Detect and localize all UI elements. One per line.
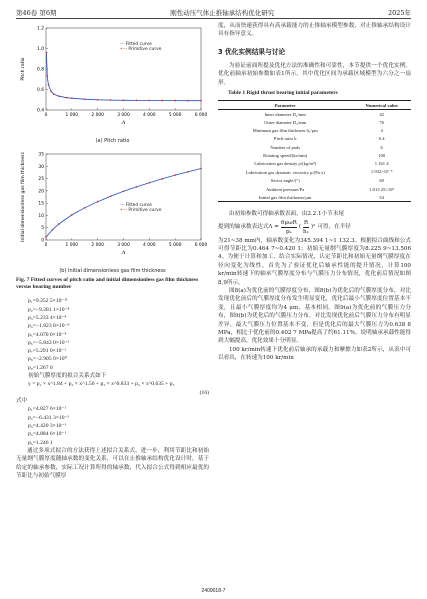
y-tick-label: 20: [38, 189, 44, 195]
header-journal-title: 刚性动压气体止推轴承结构优化研究: [170, 8, 275, 17]
paragraph-2-body: 为21~38 mm内，轴承数变化为345.394 1~1 132.3。根据拟合曲线和公式可得节距比为0.464 7~0.420 1；初始无量纲气膜厚度为8.225 9~13.506 4。为便于计算和加工，结合实际情况，认定节距比和初始无量纲气膜厚度在径向变化为线性，首先为了验证优化后轴承性能的提升情况，计算100 kr/min转速下的轴承气膜厚度分布与气膜压力分布情况，优化前后情况如图8,9所示。: [218, 237, 411, 286]
legend-fitted-b: Fitted curve: [125, 203, 152, 208]
table-cell: 100: [378, 152, 386, 158]
data-point-primitive: [66, 97, 68, 99]
plot-frame: [46, 154, 201, 240]
data-point-primitive: [50, 90, 52, 92]
data-point-primitive: [84, 98, 86, 100]
data-point-primitive: [52, 229, 54, 231]
bearing-number-formula: 提到的轴承数表达式Λ = $\frac{\text{6μωR}}{\text{pₐ}}$ ( $\frac{R}{\text{h₁}}$ )² 可得，在半径: [218, 219, 351, 236]
table-cell: Initial gas film thickness/μm: [218, 193, 352, 202]
x-tick-label: 0: [44, 243, 48, 248]
table-row: [218, 143, 411, 151]
data-point-primitive: [84, 207, 86, 209]
y-tick-label: 0.4: [37, 108, 44, 114]
formula-fraction-1: [281, 219, 297, 237]
table-cell: 1.161 4: [374, 160, 389, 166]
table-cell: Ambient pressure/Pa: [265, 186, 305, 192]
header-year: 2025年: [387, 8, 411, 17]
x-tick-label: 6 000: [194, 113, 208, 118]
data-point-primitive: [123, 99, 125, 101]
table-cell: 6: [380, 144, 383, 150]
left-paragraph: 通过多项式拟合的方法获得上述拟合关系式，进一步，利用节距比和初始无量纲气膜厚度随轴承数的变化关系，可以在止推轴承结构优化设计时，基于给定的轴承参数，实际工况计算所得的轴承数，代入拟合公式得到相应最优的节距比与初始气膜厚: [16, 447, 209, 480]
y-tick-label: 0.6: [37, 88, 44, 93]
table-cell: Outer diameter D₂/mm: [264, 120, 307, 125]
formula-numerator-2: R: [303, 219, 309, 228]
table-cell: 4: [380, 128, 383, 134]
legend-primitive-b: Primitive curve: [128, 208, 162, 213]
page-header: [16, 6, 411, 19]
data-point-primitive: [48, 84, 50, 86]
right-column: [218, 22, 411, 363]
table-1: [218, 100, 411, 202]
table-cell: Rotating speed/(kr/min): [263, 152, 308, 158]
table-cell: Number of pads: [270, 144, 300, 150]
paragraph-4: 100 kr/min转速下优化前后轴承的承载力和摩擦力如表2所示，从表中可以看出，在转速为100 kr/min: [218, 346, 411, 362]
data-point-primitive: [200, 168, 202, 170]
y-tick-label: 30: [38, 164, 44, 170]
x-tick-label: 3 000: [117, 243, 130, 248]
y-tick-label: 0: [41, 238, 44, 244]
figure-b-caption: (b) Initial dimensionless gas film thickness: [59, 268, 166, 274]
coef-q4: p₄=4.884 6×10⁻¹: [28, 431, 67, 438]
figure-7-caption: Fig. 7 Fitted curves of pitch ratio and initial dimensionless gas film thickness versus bearing number: [16, 277, 199, 291]
equation-16: [16, 380, 209, 397]
section-3-title: 3 优化实例结果与讨论: [218, 47, 286, 56]
data-point-primitive: [200, 100, 202, 102]
table-row: [218, 177, 411, 185]
table-cell: Lubrication gas density ρ/(kg/m³): [254, 160, 316, 166]
x-tick-label: 1 000: [65, 243, 79, 248]
table-row: [218, 127, 411, 135]
y-tick-label: 10: [38, 213, 44, 219]
paragraph-3: 图8(a)为优化前的气膜厚度分布，图8(b)为优化后的气膜厚度分布，对比发现优化前后的气膜厚度分布发生明显变化，优化后最小气膜厚度位置基本不变，且最小气膜厚度均为4 μm，基本相同。图9(a)为优化前的气膜压力分布，图9(b)为优化后的气膜压力分布，对比发现优化前后气膜压力分布有明显差异，最大气膜压力位置基本不变，但是优化后的最大气膜压力为0.638 8 MPa，相比于优化前的0.402 7 MPa提高了约61.11%，说明轴承承载性能得到大幅提高，优化效果十分明显。: [218, 287, 411, 345]
data-point-primitive: [46, 75, 48, 77]
data-point-primitive: [58, 223, 60, 225]
x-tick-label: 3 000: [117, 113, 130, 118]
table-row: [218, 193, 411, 202]
x-tick-label: 4 000: [143, 113, 156, 118]
data-point-primitive: [97, 201, 99, 203]
coef-p6: p₆=−5.843 0×10⁻²: [28, 339, 70, 346]
x-tick-label: 6 000: [194, 243, 208, 248]
coef-p2: p₂=−9.281 1×10⁻⁸: [28, 306, 70, 313]
data-point-primitive: [187, 171, 189, 173]
y-axis-label: Pitch ratio: [21, 57, 26, 81]
legend-fitted-a: Fitted curve: [125, 42, 152, 47]
chart-film-thickness: [16, 148, 209, 268]
table-cell: 1.013 25×10⁵: [369, 186, 395, 192]
data-point-primitive: [136, 99, 138, 101]
coef-p7: p₇=5.291 0×10⁻¹: [28, 348, 67, 355]
data-point-primitive: [71, 214, 73, 216]
p-coefficients: [16, 297, 209, 372]
y-axis-label: Initial dimensionless gas film thickness: [21, 152, 26, 242]
table-1-caption: Table 1 Rigid thrust bearing initial parameters: [228, 90, 338, 97]
coef-p4: p₄=−1.823 8×10⁻⁶: [28, 323, 70, 330]
table-cell: Inner diameter D₁/mm: [264, 111, 306, 117]
table-row: [218, 159, 411, 167]
table-cell: Sector angle/(°): [270, 178, 300, 184]
coef-q3: p₃=4.420 3×10⁻¹: [28, 423, 67, 430]
x-tick-label: 4 000: [143, 243, 156, 248]
data-point-primitive: [148, 182, 150, 184]
left-column: [16, 22, 209, 481]
formula-denominator-2: h₁: [303, 229, 309, 236]
data-point-primitive: [123, 190, 125, 192]
data-point-primitive: [174, 174, 176, 176]
formula-prefix: 提到的轴承数表达式Λ =: [218, 224, 279, 231]
coef-q5: p₅=1.246 1: [28, 439, 53, 446]
table-row: [218, 110, 411, 119]
data-point-primitive: [161, 178, 163, 180]
x-tick-label: 5 000: [168, 243, 182, 248]
table-header-value: Numerical value: [352, 101, 411, 110]
table-cell: 0.4: [378, 136, 385, 142]
page-footer: 2409018-7: [201, 588, 226, 594]
data-point-primitive: [161, 100, 163, 102]
coef-p5: p₅=4.070 6×10⁻⁴: [28, 331, 67, 338]
x-axis-label: Λ: [121, 120, 126, 126]
in-formula-label: 式中: [16, 398, 28, 405]
coef-p3: p₃=5.233 4×10⁻⁴: [28, 315, 67, 321]
section-3-paragraph: 为验证前面所提及优化方法的准确性和可靠性，本节提供一个优化实例。优化前轴承初始参数如表1所示，其中优化区间为承载区域模型为六分之一扇形。: [218, 62, 411, 86]
data-point-primitive: [187, 100, 189, 102]
y-tick-label: 25: [38, 177, 44, 183]
data-point-primitive: [174, 100, 176, 102]
y-tick-label: 0.8: [37, 67, 44, 73]
table-row: [218, 185, 411, 193]
equation-16-number: (16): [199, 389, 209, 396]
y-tick-label: 15: [38, 201, 44, 207]
y-tick-label: 1.0: [37, 47, 44, 52]
chart-a-svg: [16, 22, 209, 134]
x-tick-label: 2 000: [91, 243, 104, 248]
data-point-primitive: [58, 95, 60, 97]
formula-fraction-2: [303, 219, 309, 237]
coef-p1: p₁=9.252 5×10⁻¹¹: [28, 298, 68, 305]
data-point-primitive: [53, 93, 55, 95]
chart-pitch-ratio: [16, 22, 209, 138]
table-cell: Minimum gas film thickness h₁/μm: [252, 128, 318, 134]
formula-numerator-1: 6μωR: [281, 219, 297, 228]
table-header-parameter: Parameter: [218, 101, 352, 110]
formula-suffix: 可得，在半径: [317, 224, 351, 231]
data-point-primitive: [71, 97, 73, 99]
y-tick-label: 5: [41, 226, 44, 232]
formula-denominator-1: pₐ: [285, 229, 292, 236]
table-row: [218, 135, 411, 143]
chart-b-svg: [16, 148, 209, 264]
table-cell: 1.932×10⁻⁵: [370, 169, 393, 175]
table-cell: Lubrication gas dynamic viscosity μ/(Pa·s): [245, 169, 325, 175]
figure-a-caption: (a) Pitch ratio: [95, 138, 130, 144]
series-line-fitted: [47, 54, 202, 101]
q-coefficients: [16, 405, 209, 446]
coef-q2: p₂=−6.431 3×10⁻²: [28, 414, 70, 421]
data-point-primitive: [136, 186, 138, 188]
data-point-primitive: [148, 100, 150, 102]
table-cell: 76: [379, 120, 384, 125]
table-cell: Pitch ratio b: [273, 136, 297, 142]
table-row: [218, 151, 411, 159]
table-cell: 42: [379, 111, 384, 117]
chart-b-legend: — Fitted curve •— Primitive curve: [120, 203, 162, 213]
coef-q1: p₁=4.827 6×10⁻¹: [28, 406, 67, 413]
table-row: [218, 118, 411, 126]
paragraph-2-line-1: 由初始参数可得轴承数表面，由2.2.1小节末尾: [229, 211, 344, 218]
right-intro-paragraph: 度，从而快速获得具有高承载能力的止推轴承模型参数，对止推轴承结构设计具有指导意义。: [218, 23, 411, 38]
x-axis-label: Λ: [121, 250, 126, 256]
y-tick-label: 35: [38, 152, 44, 158]
coef-p9: p₉=1.267 0: [28, 364, 53, 371]
header-volume: 第46卷 第6期: [16, 8, 57, 17]
table-cell: 60: [379, 178, 384, 184]
x-tick-label: 2 000: [91, 113, 104, 118]
x-tick-label: 5 000: [168, 113, 182, 118]
data-point-primitive: [45, 236, 47, 238]
data-point-primitive: [110, 99, 112, 101]
y-tick-label: 1.2: [37, 26, 44, 32]
equation-16-body: y = p₁ × x^1.84 + p₂ × x^1.56 + p₃ × x^0.833 + p₄ × x^0.635 + p₅: [28, 381, 175, 388]
data-point-primitive: [97, 99, 99, 101]
coef-p8: p₈=−2.905 0×10⁰: [28, 356, 67, 363]
data-point-primitive: [110, 195, 112, 197]
chart-a-legend: — Fitted curve •— Primitive curve: [120, 42, 162, 52]
data-point-primitive: [46, 52, 48, 54]
x-tick-label: 0: [44, 113, 48, 118]
fit-intro: 初始气膜厚度的拟合关系式如下: [28, 373, 107, 380]
x-tick-label: 1 000: [65, 113, 79, 118]
legend-primitive-a: Primitive curve: [128, 47, 162, 52]
table-cell: 54: [352, 193, 411, 202]
table-row: [218, 168, 411, 177]
